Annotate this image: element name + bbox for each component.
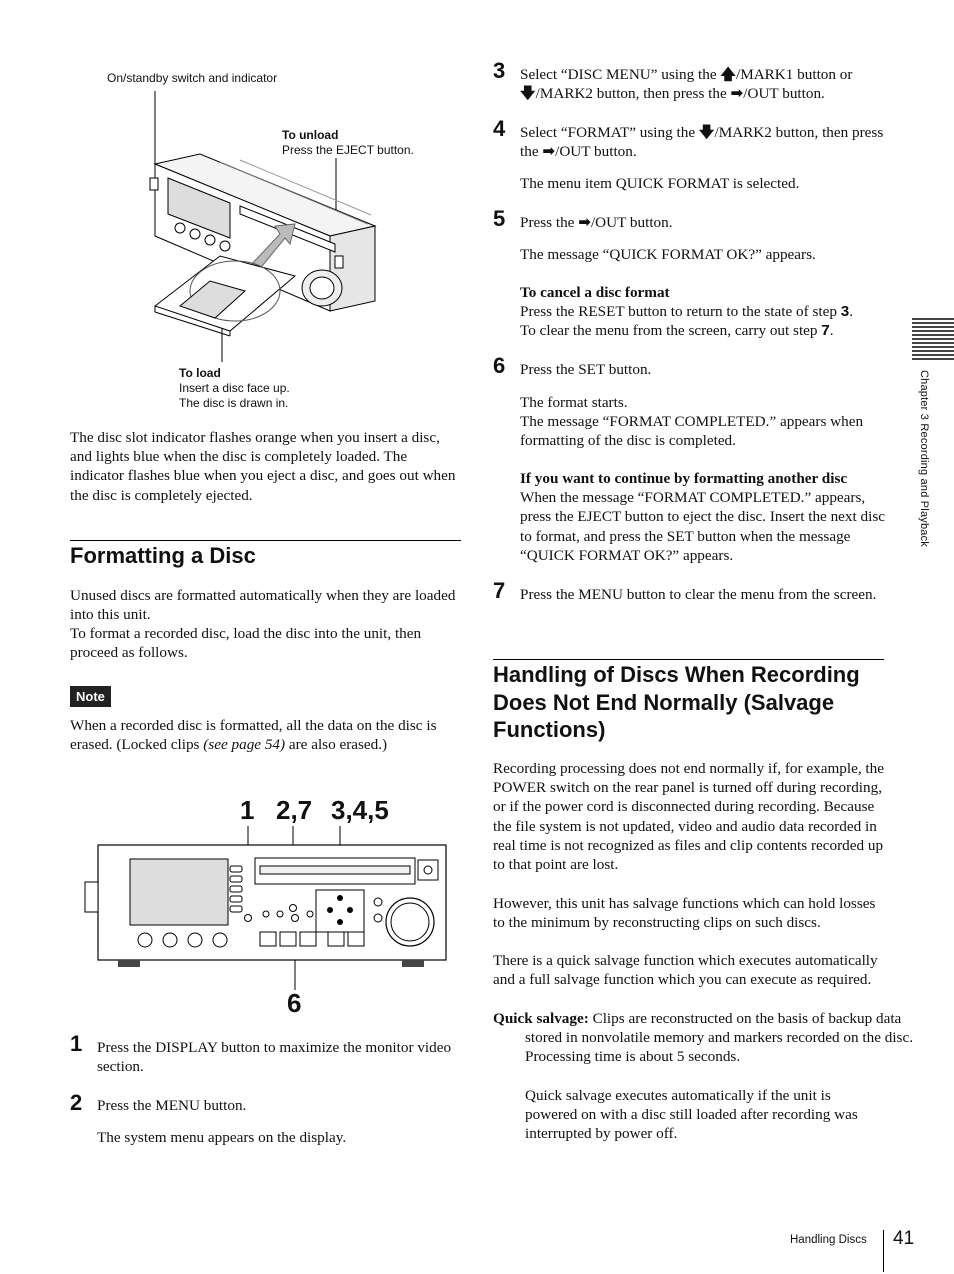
salvage-heading-line-3: Functions) [493,717,606,742]
footer-section-name: Handling Discs [790,1234,867,1246]
up-arrow-icon: 🡅 [720,65,736,83]
step-4-text [520,123,890,161]
step-ref-7: 7 [821,322,830,340]
salvage-heading-line-2: Does Not End Normally (Salvage [493,689,835,715]
continue-format-block [520,469,890,565]
step-2-number: 2 [70,1090,83,1115]
step-7-number: 7 [493,578,506,603]
cancel-line-1a: Press the RESET button to return to the state of step [520,303,841,321]
step-5-number: 5 [493,206,506,231]
quick-salvage-label: Quick salvage: [493,1010,589,1027]
step-2-result: The system menu appears on the display. [97,1129,347,1146]
cancel-format-line-1 [520,302,890,321]
cancel-line-2c: . [829,322,834,340]
cancel-format-title: To cancel a disc format [520,284,670,301]
quick-salvage-paragraph-2: Quick salvage executes automatically if the unit is powered on with a disc still loaded after recording was interrupted by power off. [525,1087,858,1143]
salvage-heading [493,661,893,744]
cancel-line-1c: . [849,303,853,321]
step-5-result: The message “QUICK FORMAT OK?” appears. [520,246,816,263]
figure-front-panel [80,790,460,1020]
callout-load-line1: Insert a disc face up. [179,381,290,395]
chapter-sidebar-label: Chapter 3 Recording and Playback [918,370,930,548]
step-7-text: Press the MENU button to clear the menu from the screen. [520,586,877,603]
cancel-format-block [520,283,890,341]
footer-divider [883,1230,884,1272]
front-panel-illustration [80,790,460,1020]
step-3-number: 3 [493,58,506,83]
formatting-paragraph-2: To format a recorded disc, load the disc into the unit, then proceed as follows. [70,625,422,662]
callout-unload-title: To unload [282,128,339,142]
cancel-format-line-2 [520,321,890,340]
section-rule-salvage [493,659,884,660]
step-3-text-b: /MARK1 button or [735,66,853,83]
step-1-text: Press the DISPLAY button to maximize the monitor video section. [97,1039,452,1076]
callout-on-standby-switch: On/standby switch and indicator [107,71,278,85]
figure-label-3-4-5: 3,4,5 [331,795,389,825]
disc-slot-indicator-paragraph: The disc slot indicator flashes orange when you insert a disc, and lights blue when the disc is completely loaded. The indicator flashes blue when you eject a disc, and goes out when the disc is completely ejected. [70,429,456,504]
step-3-text-c: /MARK2 button, then press the [535,85,731,103]
formatting-paragraph-1: Unused discs are formatted automatically when they are loaded into this unit. [70,587,456,624]
quick-salvage-item [493,1009,917,1067]
figure-label-2-7: 2,7 [276,795,313,825]
continue-format-text: When the message “FORMAT COMPLETED.” appears, press the EJECT button to eject the disc. Insert the next disc to format, and press the SET button when the message “QUICK FORMAT OK?” appears. [520,489,885,564]
step-4-text-b: /MARK2 button, then press the [520,124,884,161]
figure-label-6: 6 [287,988,302,1018]
salvage-heading-line-1: Handling of Discs When Recording [493,662,860,687]
callout-unload-text: Press the EJECT button. [282,143,414,157]
figure-disc-loading [100,66,480,416]
step-3-text [520,65,890,103]
chapter-tab-marker [912,318,954,360]
page-reference-link[interactable]: (see page 54) [203,736,286,754]
continue-format-title: If you want to continue by formatting another disc [520,470,848,487]
step-3-text-d: /OUT button. [743,85,825,103]
figure-label-1: 1 [240,795,255,825]
right-arrow-icon: ➡ [542,142,556,161]
down-arrow-icon: 🡇 [698,123,715,141]
note-text-a: When a recorded disc is formatted, all the data on the disc is erased. (Locked clips [70,717,437,754]
salvage-paragraph-2: However, this unit has salvage functions which can hold losses to the minimum by reconstructing clips on such discs. [493,895,876,932]
step-2-text: Press the MENU button. [97,1097,247,1114]
step-5-text-a: Press the [520,214,579,231]
step-ref-3: 3 [840,303,850,321]
note-text [70,716,462,754]
salvage-paragraph-1: Recording processing does not end normally if, for example, the POWER switch on the rear panel is turned off during recording, or if the power cord is disconnected during recording. Because the file system is not updated, video and audio data recorded in real time is not recognized as files and clip contents recorded up to that point are lost. [493,760,884,874]
step-4-result: The menu item QUICK FORMAT is selected. [520,175,800,192]
down-arrow-icon: 🡇 [520,84,536,103]
formatting-heading: Formatting a Disc [70,543,256,568]
step-6-result-2: The message “FORMAT COMPLETED.” appears when formatting of the disc is completed. [520,413,864,450]
callout-load-line2: The disc is drawn in. [179,396,289,410]
salvage-paragraph-3: There is a quick salvage function which executes automatically and a full salvage function which you can execute as required. [493,952,878,989]
cancel-line-2a: To clear the menu from the screen, carry out step [520,322,822,340]
section-rule-formatting [70,540,461,541]
step-6-text: Press the SET button. [520,361,652,378]
step-4-text-a: Select “FORMAT” using the [520,124,699,141]
deck-with-disc-illustration [100,66,480,416]
step-1-number: 1 [70,1031,83,1056]
step-6-result-1: The format starts. [520,394,628,411]
step-4-number: 4 [493,116,506,141]
quick-salvage-text: Clips are reconstructed on the basis of backup data stored in nonvolatile memory and markers recorded on the disc. Processing time is about 5 seconds. [525,1010,914,1066]
right-arrow-icon: ➡ [578,213,591,231]
step-3-text-a: Select “DISC MENU” using the [520,66,721,83]
callout-load-title: To load [179,366,221,380]
note-text-b: are also erased.) [285,736,388,754]
step-5-text [520,213,890,232]
step-4-text-c: /OUT button. [555,143,637,161]
step-5-text-b: /OUT button. [590,214,673,231]
note-badge: Note [70,686,111,707]
page-number: 41 [893,1228,915,1249]
step-6-number: 6 [493,353,506,378]
right-arrow-icon: ➡ [730,84,744,103]
